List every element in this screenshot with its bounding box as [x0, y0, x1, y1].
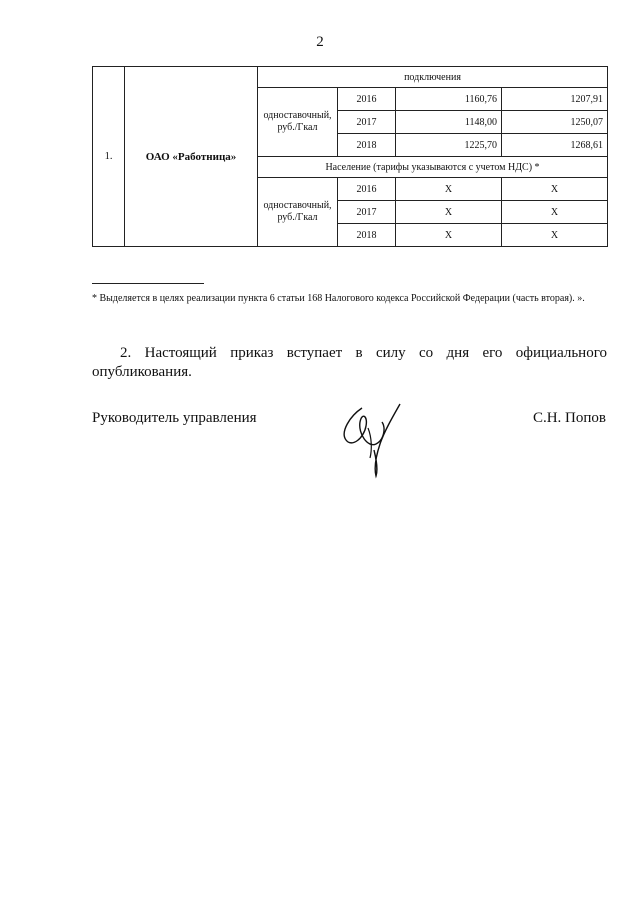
year-cell: 2016	[338, 88, 396, 111]
footnote-separator	[92, 283, 204, 284]
tariff-type-cell	[258, 88, 338, 157]
value-cell: Х	[396, 201, 502, 224]
year-cell: 2018	[338, 134, 396, 157]
year-cell: 2017	[338, 111, 396, 134]
signer-role: Руководитель управления	[92, 410, 257, 426]
tariff-type-line: одноставочный,	[263, 110, 332, 121]
value-cell: 1250,07	[502, 111, 608, 134]
order-paragraph: 2. Настоящий приказ вступает в силу со дня его официального опубликования.	[92, 345, 607, 380]
tariff-type-unit: руб./Гкал	[277, 212, 318, 223]
organization-name: ОАО «Работница»	[125, 67, 258, 247]
table-row	[93, 67, 608, 88]
section-header-population: Население (тарифы указываются с учетом НДС) *	[258, 157, 608, 178]
value-cell: Х	[502, 178, 608, 201]
value-cell: Х	[396, 224, 502, 247]
value-cell: Х	[502, 224, 608, 247]
value-cell: Х	[396, 178, 502, 201]
tariff-type-unit: руб./Гкал	[277, 122, 318, 133]
value-cell: 1225,70	[396, 134, 502, 157]
tariff-type-cell	[258, 178, 338, 247]
year-cell: 2016	[338, 178, 396, 201]
value-cell: Х	[502, 201, 608, 224]
handwritten-signature	[332, 398, 412, 482]
year-cell: 2018	[338, 224, 396, 247]
value-cell: 1160,76	[396, 88, 502, 111]
row-number: 1.	[93, 67, 125, 247]
value-cell: 1207,91	[502, 88, 608, 111]
tariff-table	[92, 66, 608, 247]
year-cell: 2017	[338, 201, 396, 224]
section-header-connection: подключения	[258, 67, 608, 88]
tariff-type-line: одноставочный,	[263, 200, 332, 211]
page-number: 2	[316, 34, 324, 50]
signer-name: С.Н. Попов	[532, 410, 606, 426]
footnote: * Выделяется в целях реализации пункта 6 статьи 168 Налогового кодекса Российской Федерации (часть вторая). ».	[92, 293, 585, 304]
value-cell: 1268,61	[502, 134, 608, 157]
value-cell: 1148,00	[396, 111, 502, 134]
